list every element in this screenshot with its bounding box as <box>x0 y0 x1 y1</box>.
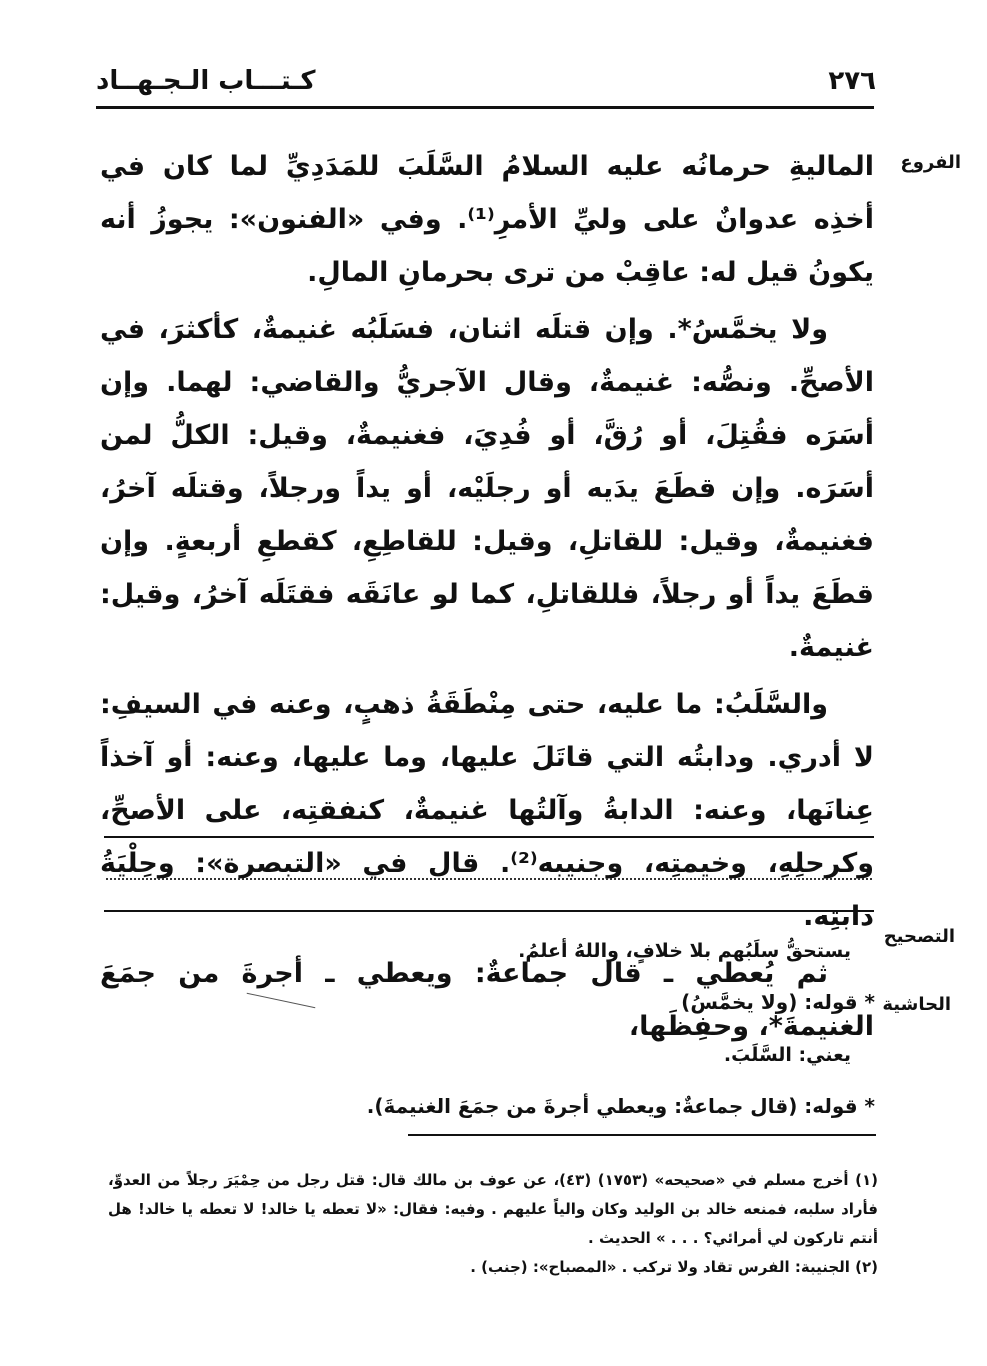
footnote-2: (٢) الجنيبة: الفرس تقاد ولا تركب . «المصباح»: (جنب) . <box>470 1258 878 1276</box>
book-title: كـتـــاب الـجـهــاد <box>96 66 316 96</box>
margin-label-tashih: التصحيح <box>883 926 955 947</box>
hashiya-underline <box>408 1134 876 1136</box>
running-header <box>96 66 876 98</box>
footnote-1: (١) أخرج مسلم في «صحيحه» (١٧٥٣) (٤٣)، عن عوف بن مالك قال: قتل رجل من حِمْيَرَ رجلاً من العدوِّ، فأراد سلبه، فمنعه خالد بن الوليد وكان والياً عليهم . وفيه: فقال: «لا تعطه يا خالد! لا تعطه يا خالد! هل أنتم تاركون لي أمرائي؟ . . . » الحديث . <box>108 1171 878 1247</box>
tashih-text: يستحقُّ سلَبُهم بلا خلافٍ، واللهُ أعلمُ. <box>518 940 851 962</box>
header-rule <box>96 106 874 109</box>
paragraph-3: والسَّلَبُ: ما عليه، حتى مِنْطَقَةُ ذهبٍ، وعنه في السيفِ: لا أدري. ودابتُه التي قاتَلَ عليها، وما عليها، وعنه: أو آخذاً عِنانَها، وعنه: الدابةُ وآلتُها غنيمةٌ، كنفقتِه، على الأصحِّ، وكرحلِهِ، وخيمتِه، وجنيبه⁽²⁾. قال في «التبصرة»: وحِلْيَةُ دابتِه. <box>100 689 874 932</box>
hashiya-question-1: * قوله: (ولا يخمَّسُ) <box>681 990 875 1014</box>
paragraph-2: ولا يخمَّسُ*. وإن قتلَه اثنان، فسَلَبُه غنيمةٌ، كأكثرَ، في الأصحِّ. ونصُّه: غنيمةٌ، وقال الآجريُّ والقاضي: لهما. وإن أسَرَه فقُتِلَ، أو رُقَّ، أو فُدِيَ، فغنيمةٌ، وقيل: الكلُّ لمن أسَرَه. وإن قطَعَ يدَيه أو رجلَيْه، أو يداً ورجلاً، وقتلَه آخرُ، فغنيمةٌ، وقيل: للقاتلِ، وقيل: للقاطِعِ، كقطعِ أربعةٍ. وإن قطَعَ يداً أو رجلاً، فللقاتلِ، كما لو عانَقَه فقتَلَه آخرُ، وقيل: غنيمةٌ. <box>100 314 874 663</box>
footnotes <box>108 1166 878 1282</box>
section-rule <box>104 910 874 912</box>
main-text-rule <box>104 836 874 838</box>
dotted-separator <box>106 878 872 880</box>
hashiya-answer-1: يعني: السَّلَبَ. <box>723 1044 851 1066</box>
paragraph-4: ثم يُعطي ـ قال جماعةٌ: ويعطي ـ أجرةَ من جمَعَ الغنيمةَ*، وحفِظَها، <box>100 958 874 1042</box>
page-number: ٢٧٦ <box>828 66 876 96</box>
hashiya-question-2: * قوله: (قال جماعةٌ: ويعطي أجرةَ من جمَعَ الغنيمةَ). <box>366 1094 875 1118</box>
paragraph-1: الماليةِ حرمانُه عليه السلامُ السَّلَبَ للمَدَدِيِّ لما كان في أخذِه عدوانٌ على وليِّ الأمرِ⁽¹⁾. وفي «الفنون»: يجوزُ أنه يكونُ قيل له: عاقِبْ من ترى بحرمانِ المالِ. <box>100 151 874 288</box>
margin-label-furu: الفروع <box>900 152 961 173</box>
margin-label-hashiya: الحاشية <box>882 994 951 1015</box>
main-text <box>100 140 874 1057</box>
